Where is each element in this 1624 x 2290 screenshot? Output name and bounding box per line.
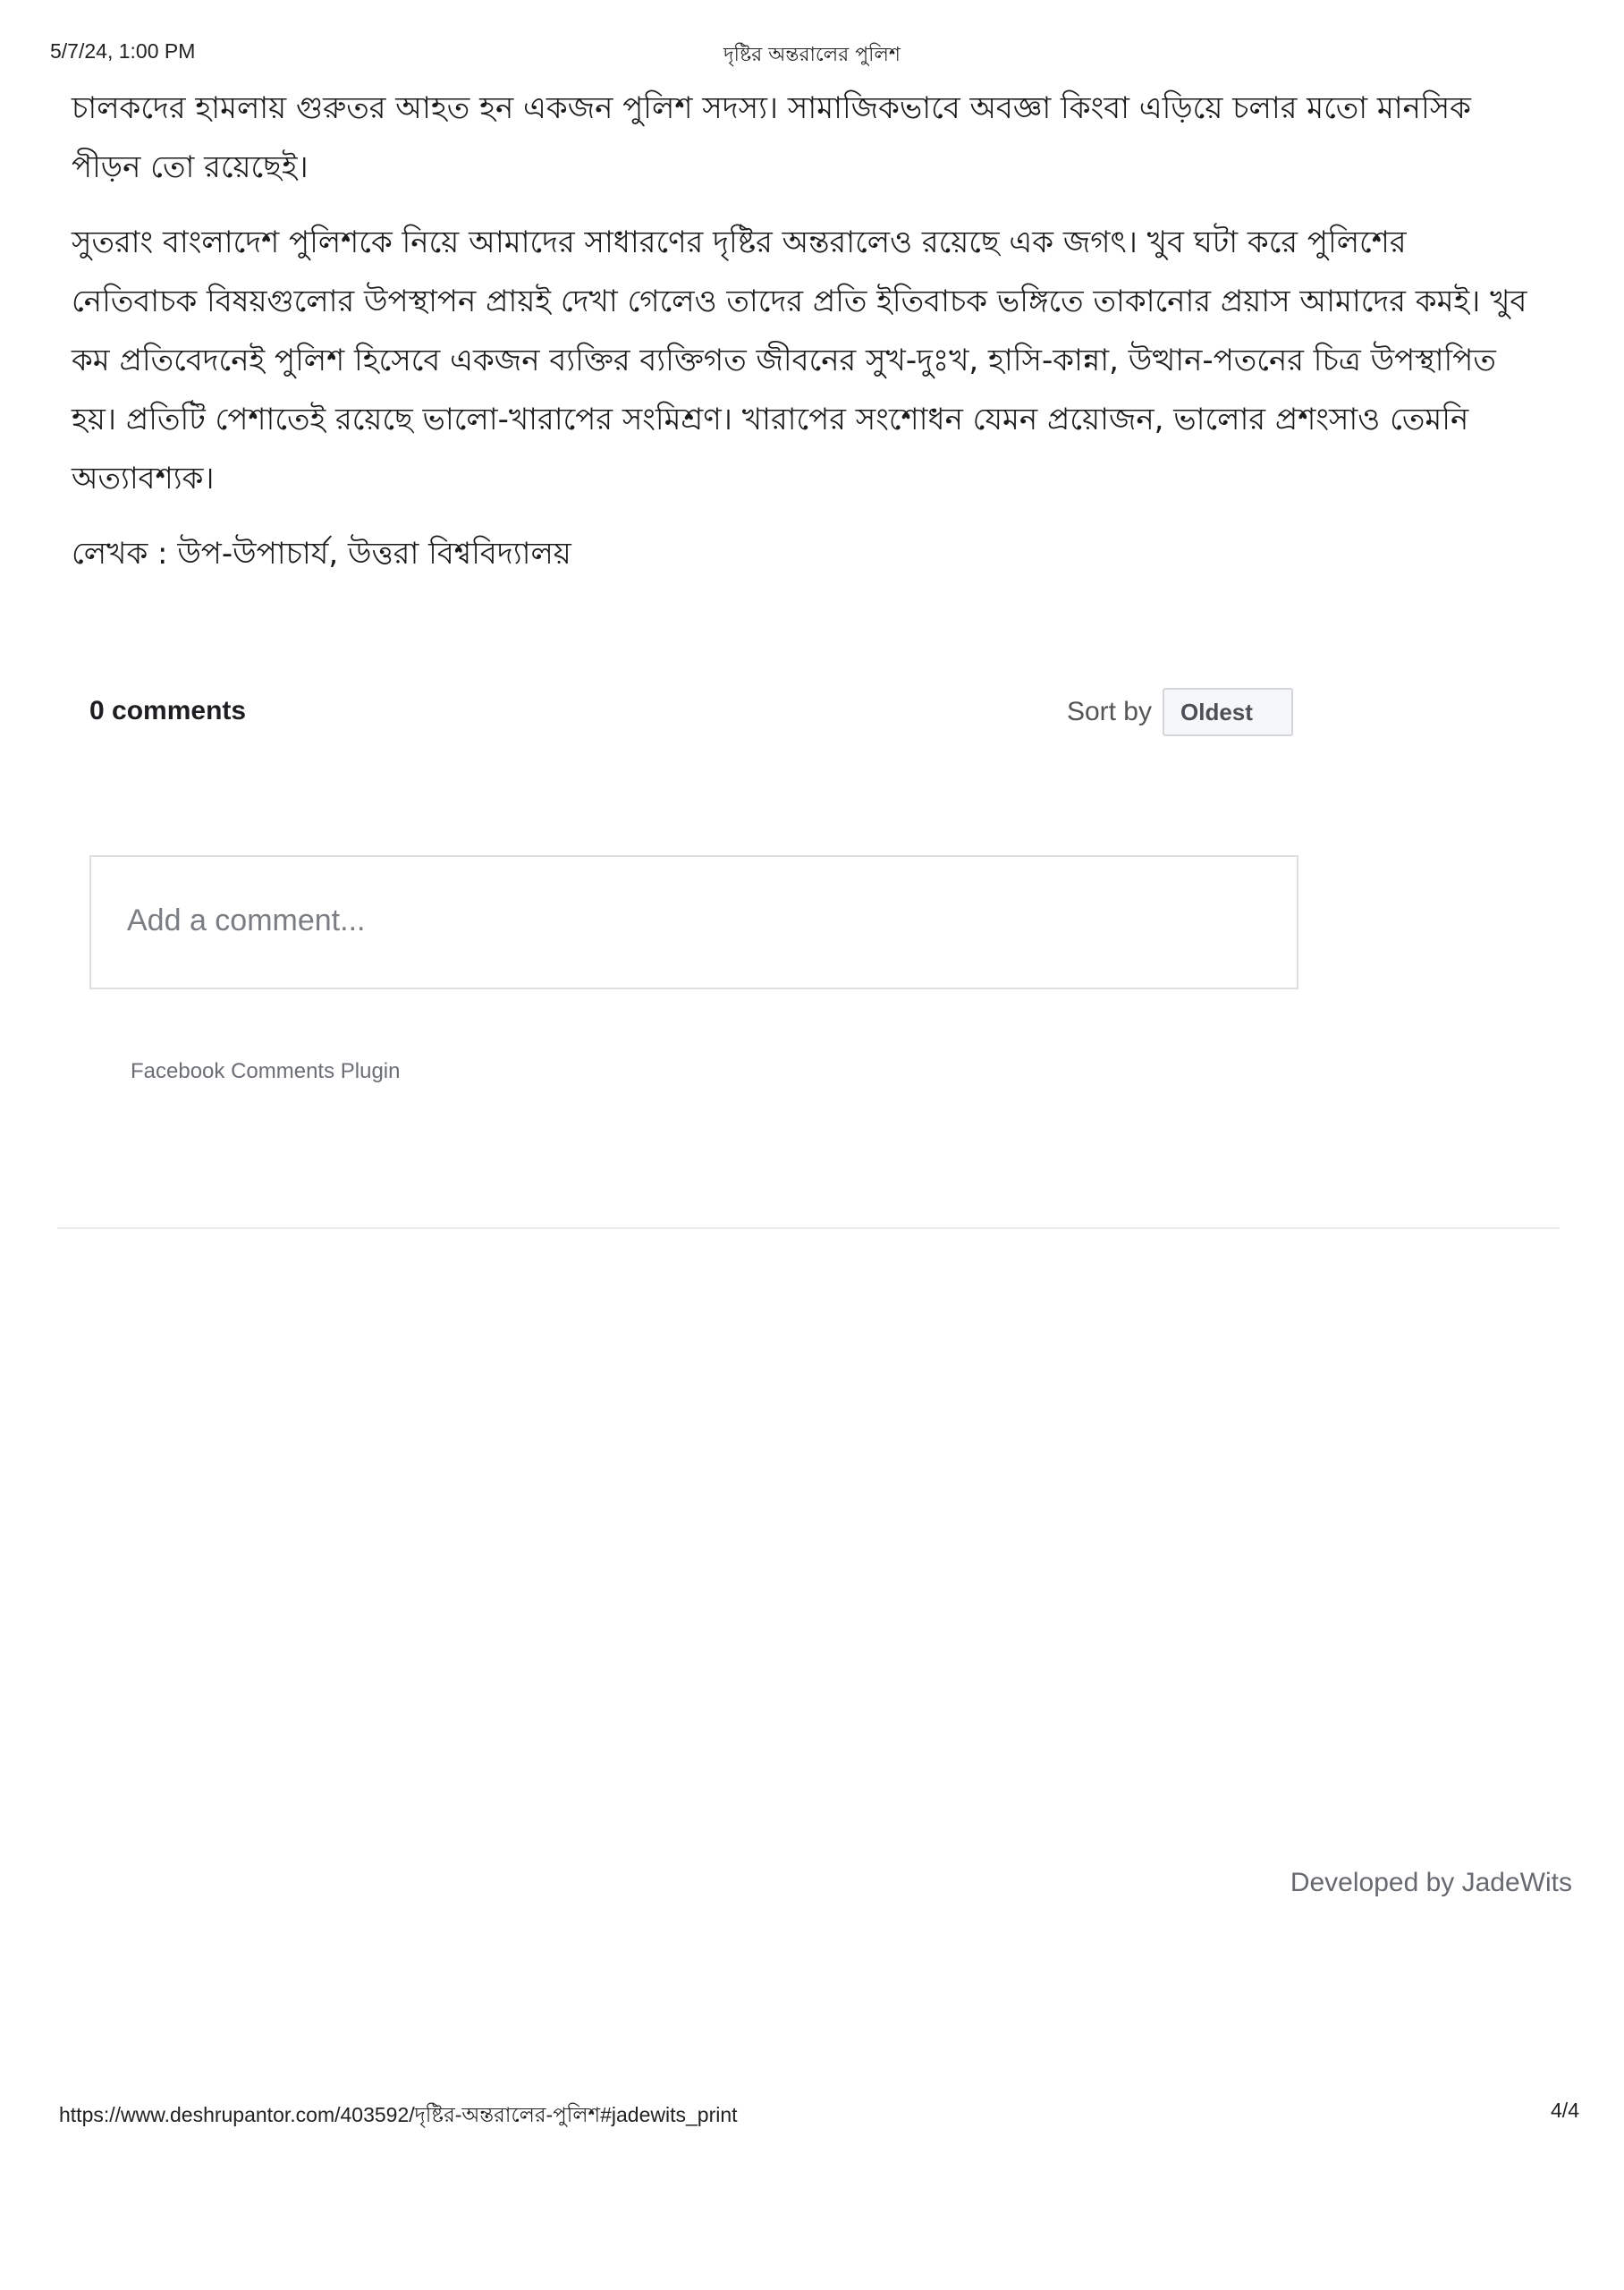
comment-placeholder: Add a comment...: [127, 903, 366, 937]
sort-label: Sort by: [1066, 697, 1152, 726]
print-footer: [59, 2099, 1579, 2129]
article-paragraph: সুতরাং বাংলাদেশ পুলিশকে নিয়ে আমাদের সাধারণের দৃষ্টির অন্তরালেও রয়েছে এক জগৎ। খুব ঘটা করে পুলিশের নেতিবাচক বিষয়গুলোর উপস্থাপন প্রায়ই দেখা গেলেও তাদের প্রতি ইতিবাচক ভঙ্গিতে তাকানোর প্রয়াস আমাদের কমই। খুব কম প্রতিবেদনেই পুলিশ হিসেবে একজন ব্যক্তির ব্যক্তিগত জীবনের সুখ-দুঃখ, হাসি-কান্না, উত্থান-পতনের চিত্র উপস্থাপিত হয়। প্রতিটি পেশাতেই রয়েছে ভালো-খারাপের সংমিশ্রণ। খারাপের সংশোধন যেমন প্রয়োজন, ভালোর প্রশংসাও তেমনি অত্যাবশ্যক।: [72, 225, 1527, 496]
print-page-title: দৃষ্টির অন্তরালের পুলিশ: [723, 44, 901, 66]
divider: [57, 1227, 1560, 1229]
sort-control: [1067, 687, 1293, 737]
author-credit: লেখক : উপ-উপাচার্য, উত্তরা বিশ্ববিদ্যালয়: [72, 536, 571, 572]
page-number: 4/4: [1551, 2099, 1579, 2122]
print-url: https://www.deshrupantor.com/403592/দৃষ্টির-অন্তরালের-পুলিশ#jadewits_print: [59, 2103, 738, 2126]
print-datetime: 5/7/24, 1:00 PM: [50, 39, 196, 63]
article-paragraph: চালকদের হামলায় গুরুতর আহত হন একজন পুলিশ সদস্য। সামাজিকভাবে অবজ্ঞা কিংবা এড়িয়ে চলার মতো মানসিক পীড়ন তো রয়েছেই।: [72, 90, 1471, 185]
article-body: [72, 79, 1538, 599]
comment-input[interactable]: [89, 855, 1298, 989]
comments-header: [89, 687, 1297, 741]
sort-select[interactable]: Oldest: [1163, 688, 1293, 736]
print-header: [50, 39, 1574, 72]
developer-credit[interactable]: Developed by JadeWits: [1290, 1868, 1572, 1897]
comments-count: 0 comments: [89, 696, 247, 725]
facebook-comments-plugin-link[interactable]: Facebook Comments Plugin: [131, 1059, 401, 1083]
